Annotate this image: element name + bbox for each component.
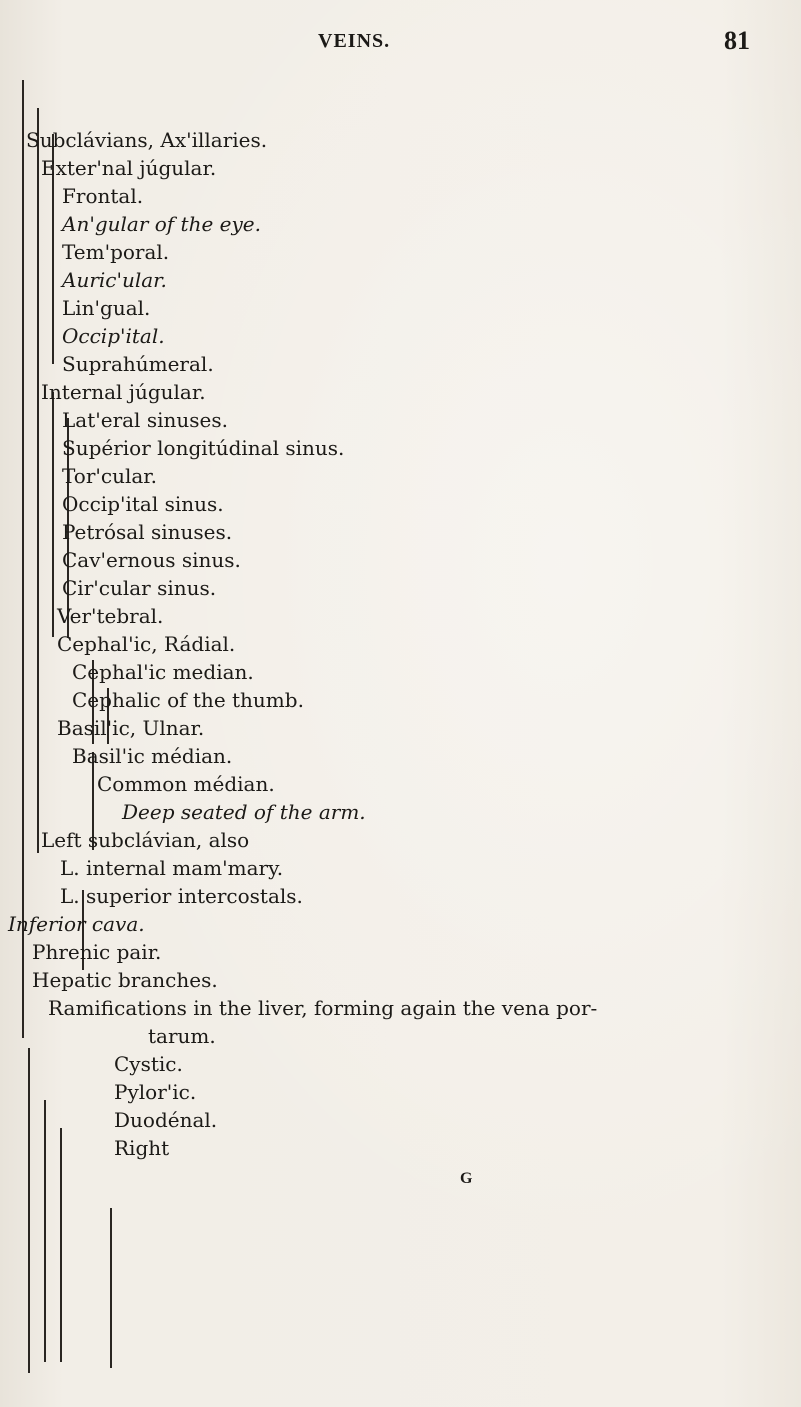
bracket-rule: [52, 392, 54, 637]
entry-line: Inferior cava.: [8, 912, 145, 936]
entry-line: Basil'ic médian.: [72, 744, 233, 768]
entry-line: Supérior longitúdinal sinus.: [62, 436, 345, 460]
entry-line: An'gular of the eye.: [62, 212, 261, 236]
entry-line: L. superior intercostals.: [60, 884, 303, 908]
entry-line: Ver'tebral.: [57, 604, 164, 628]
running-title: VEINS.: [318, 30, 391, 52]
entry-line: Cav'ernous sinus.: [62, 548, 241, 572]
entry-line: Subclávians, Ax'illaries.: [26, 128, 268, 152]
entry-line: Lat'eral sinuses.: [62, 408, 228, 432]
entry-line: Cephal'ic, Rádial.: [57, 632, 236, 656]
entry-line: Deep seated of the arm.: [122, 800, 366, 824]
entry-line: Exter'nal júgular.: [41, 156, 217, 180]
entry-line: Phrenic pair.: [32, 940, 162, 964]
entry-line: Left subclávian, also: [41, 828, 250, 852]
entry-line: Petrósal sinuses.: [62, 520, 233, 544]
entry-line: Hepatic branches.: [32, 968, 218, 992]
entry-line: Basil'ic, Ulnar.: [57, 716, 205, 740]
entry-line: Cephal'ic median.: [72, 660, 254, 684]
entry-line: Duodénal.: [114, 1108, 218, 1132]
entry-line: L. internal mam'mary.: [60, 856, 284, 880]
page-number: 81: [724, 26, 750, 55]
page-header: [0, 26, 801, 66]
entry-line: Lin'gual.: [62, 296, 151, 320]
entry-line: Tor'cular.: [62, 464, 158, 488]
entry-line: Cystic.: [114, 1052, 183, 1076]
bracket-rule: [22, 80, 24, 1038]
entry-line: Cephalic of the thumb.: [72, 688, 304, 712]
bracket-rule: [37, 108, 39, 853]
entry-line: Tem'poral.: [62, 240, 170, 264]
entry-line: Common médian.: [97, 772, 275, 796]
catchword: G: [460, 1170, 473, 1187]
entry-line: Occip'ital sinus.: [62, 492, 224, 516]
entry-line: Internal júgular.: [41, 380, 206, 404]
bracket-rule: [28, 1048, 30, 1373]
entry-line: Suprahúmeral.: [62, 352, 214, 376]
bracket-rule: [60, 1128, 62, 1362]
bracket-rule: [44, 1100, 46, 1362]
entry-line: Cir'cular sinus.: [62, 576, 217, 600]
entry-line: Pylor'ic.: [114, 1080, 197, 1104]
entry-line: Ramifications in the liver, forming again the vena por-: [48, 996, 598, 1020]
entry-line: Auric'ular.: [62, 268, 167, 292]
bracket-rule: [110, 1208, 112, 1368]
entry-line: Frontal.: [62, 184, 144, 208]
entry-line: tarum.: [148, 1024, 216, 1048]
entry-line: Right: [114, 1136, 170, 1160]
entry-line: Occip'ital.: [62, 324, 165, 348]
